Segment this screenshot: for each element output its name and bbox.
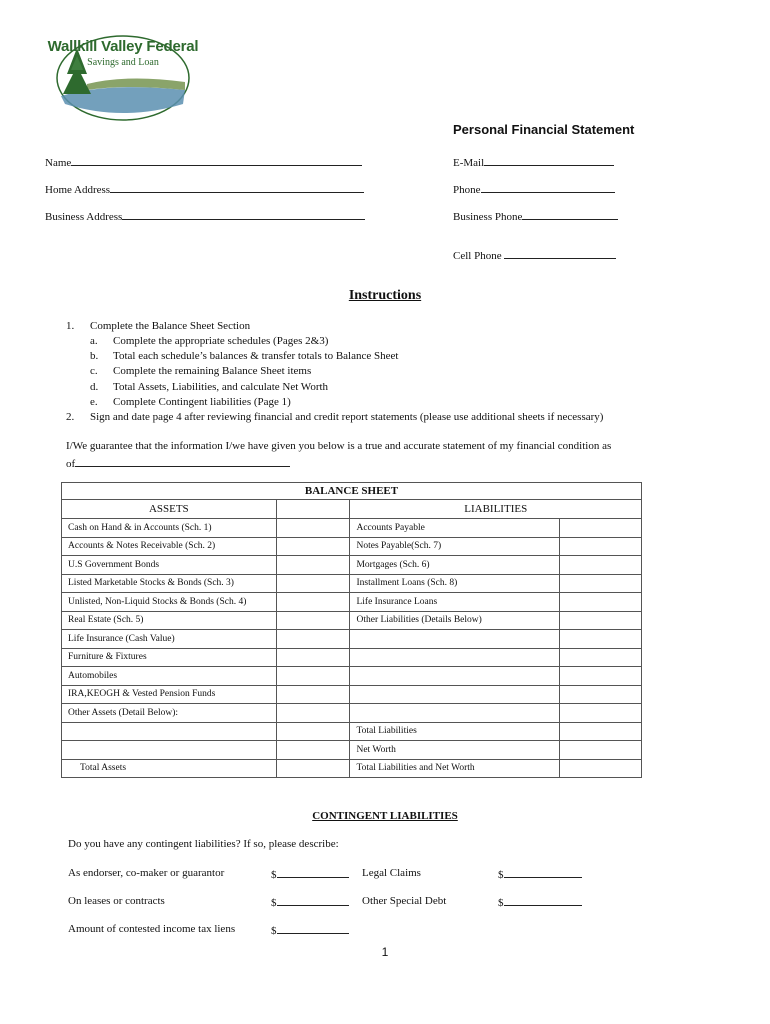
balance-sheet-row <box>62 556 642 575</box>
instruction-item <box>90 350 398 362</box>
liability-amount-cell[interactable] <box>560 648 642 667</box>
instruction-item <box>66 320 250 332</box>
instruction-text: Complete the Balance Sheet Section <box>90 320 251 332</box>
instruction-item <box>90 335 328 347</box>
cell-phone-label: Cell Phone <box>453 250 502 262</box>
legal-claims-amount-input-line[interactable] <box>504 867 582 878</box>
liability-label: Accounts Payable <box>350 519 560 538</box>
instruction-item <box>90 396 291 408</box>
instruction-number: 1. <box>66 320 75 332</box>
home-address-input-line[interactable] <box>110 182 364 193</box>
legal-claims-label: Legal Claims <box>362 867 421 879</box>
currency-symbol: $ <box>271 925 277 937</box>
cell-phone-field[interactable] <box>453 248 616 262</box>
asset-label: Real Estate (Sch. 5) <box>62 611 277 630</box>
balance-sheet-row <box>62 519 642 538</box>
currency-symbol: $ <box>271 897 277 909</box>
tax-liens-amount-input-line[interactable] <box>277 923 349 934</box>
asset-label <box>62 741 277 760</box>
instruction-letter: b. <box>90 350 99 362</box>
business-address-input-line[interactable] <box>122 209 365 220</box>
business-phone-label: Business Phone <box>453 211 523 223</box>
asset-amount-cell[interactable] <box>276 741 350 760</box>
liability-amount-cell[interactable] <box>560 593 642 612</box>
asset-label: Total Assets <box>62 759 277 778</box>
asset-label: IRA,KEOGH & Vested Pension Funds <box>62 685 277 704</box>
asset-amount-cell[interactable] <box>276 759 350 778</box>
balance-sheet-row <box>62 741 642 760</box>
asset-amount-cell[interactable] <box>276 593 350 612</box>
currency-symbol: $ <box>498 897 504 909</box>
liability-label: Total Liabilities <box>350 722 560 741</box>
special-debt-label: Other Special Debt <box>362 895 447 907</box>
liability-amount-cell[interactable] <box>560 537 642 556</box>
logo-subtitle: Savings and Loan <box>87 57 159 68</box>
liability-amount-cell[interactable] <box>560 630 642 649</box>
asset-amount-cell[interactable] <box>276 685 350 704</box>
leases-label: On leases or contracts <box>68 895 165 907</box>
instruction-text: Total each schedule’s balances & transfer totals to Balance Sheet <box>113 350 399 362</box>
instruction-letter: d. <box>90 381 99 393</box>
instruction-text: Total Assets, Liabilities, and calculate Net Worth <box>113 381 329 393</box>
liability-amount-cell[interactable] <box>560 574 642 593</box>
asset-label: Other Assets (Detail Below): <box>62 704 277 723</box>
balance-sheet-row <box>62 648 642 667</box>
liability-label <box>350 648 560 667</box>
page-number: 1 <box>381 945 389 959</box>
liability-amount-cell[interactable] <box>560 611 642 630</box>
instruction-item <box>66 411 603 423</box>
liability-amount-cell[interactable] <box>560 741 642 760</box>
logo-name: Wallkill Valley Federal <box>47 38 199 55</box>
asset-label: U.S Government Bonds <box>62 556 277 575</box>
phone-field[interactable] <box>453 182 615 196</box>
email-field[interactable] <box>453 155 614 169</box>
liability-label: Mortgages (Sch. 6) <box>350 556 560 575</box>
name-field[interactable] <box>45 155 362 169</box>
email-label: E-Mail <box>453 157 485 169</box>
asset-amount-cell[interactable] <box>276 704 350 723</box>
name-label: Name <box>45 157 72 169</box>
instructions-title: Instructions <box>348 288 422 303</box>
liability-amount-cell[interactable] <box>560 685 642 704</box>
home-address-field[interactable] <box>45 182 364 196</box>
assets-amount-header-cell <box>276 500 350 519</box>
asset-label: Unlisted, Non-Liquid Stocks & Bonds (Sch. 4) <box>62 593 277 612</box>
asset-amount-cell[interactable] <box>276 537 350 556</box>
endorser-label: As endorser, co-maker or guarantor <box>68 867 225 879</box>
balance-sheet-row <box>62 537 642 556</box>
email-input-line[interactable] <box>484 155 614 166</box>
asset-label: Accounts & Notes Receivable (Sch. 2) <box>62 537 277 556</box>
instruction-text: Sign and date page 4 after reviewing financial and credit report statements (please use additional sheets if necessary) <box>90 411 604 423</box>
instruction-text: Complete the appropriate schedules (Pages 2&3) <box>113 335 329 347</box>
currency-symbol: $ <box>498 869 504 881</box>
instruction-letter: c. <box>90 365 98 377</box>
leases-amount-input-line[interactable] <box>277 895 349 906</box>
liability-label <box>350 685 560 704</box>
contingent-question: Do you have any contingent liabilities? If so, please describe: <box>68 838 339 850</box>
instruction-number: 2. <box>66 411 75 423</box>
asset-amount-cell[interactable] <box>276 574 350 593</box>
document-title: Personal Financial Statement <box>453 122 635 137</box>
liability-label: Life Insurance Loans <box>350 593 560 612</box>
liability-label: Total Liabilities and Net Worth <box>350 759 560 778</box>
asset-amount-cell[interactable] <box>276 611 350 630</box>
asset-label: Automobiles <box>62 667 277 686</box>
liability-amount-cell[interactable] <box>560 759 642 778</box>
leases-amount-field[interactable] <box>271 895 349 909</box>
asset-label <box>62 722 277 741</box>
asset-label: Life Insurance (Cash Value) <box>62 630 277 649</box>
instruction-text: Complete Contingent liabilities (Page 1) <box>113 396 291 408</box>
liabilities-header: LIABILITIES <box>350 500 642 519</box>
liability-label <box>350 667 560 686</box>
tax-liens-label: Amount of contested income tax liens <box>68 923 236 935</box>
balance-sheet-row <box>62 685 642 704</box>
instruction-item <box>90 381 328 393</box>
instruction-text: Complete the remaining Balance Sheet items <box>113 365 312 377</box>
guarantee-date-field[interactable] <box>66 456 290 470</box>
special-debt-amount-field[interactable] <box>498 895 582 909</box>
balance-sheet-row <box>62 704 642 723</box>
endorser-amount-input-line[interactable] <box>277 867 349 878</box>
liability-label: Other Liabilities (Details Below) <box>350 611 560 630</box>
tax-liens-amount-field[interactable] <box>271 923 349 937</box>
guarantee-of-label: of <box>66 458 76 470</box>
balance-sheet-row <box>62 611 642 630</box>
liability-label <box>350 704 560 723</box>
cell-phone-input-line[interactable] <box>504 248 616 259</box>
legal-claims-amount-field[interactable] <box>498 867 582 881</box>
home-address-label: Home Address <box>45 184 111 196</box>
business-phone-field[interactable] <box>453 209 618 223</box>
phone-input-line[interactable] <box>481 182 615 193</box>
balance-sheet-row <box>62 667 642 686</box>
contingent-liabilities-title: CONTINGENT LIABILITIES <box>312 810 458 822</box>
instruction-item <box>90 365 311 377</box>
business-address-label: Business Address <box>45 211 123 223</box>
asset-amount-cell[interactable] <box>276 630 350 649</box>
balance-sheet-row <box>62 593 642 612</box>
asset-label: Furniture & Fixtures <box>62 648 277 667</box>
business-address-field[interactable] <box>45 209 365 223</box>
endorser-amount-field[interactable] <box>271 867 349 881</box>
liability-amount-cell[interactable] <box>560 667 642 686</box>
asset-amount-cell[interactable] <box>276 519 350 538</box>
liability-label: Installment Loans (Sch. 8) <box>350 574 560 593</box>
balance-sheet-row <box>62 759 642 778</box>
balance-sheet-title: BALANCE SHEET <box>62 483 642 500</box>
guarantee-date-input-line[interactable] <box>75 456 290 467</box>
asset-amount-cell[interactable] <box>276 648 350 667</box>
balance-sheet-table <box>61 482 642 778</box>
balance-sheet-row <box>62 722 642 741</box>
currency-symbol: $ <box>271 869 277 881</box>
business-phone-input-line[interactable] <box>522 209 618 220</box>
special-debt-amount-input-line[interactable] <box>504 895 582 906</box>
liability-amount-cell[interactable] <box>560 519 642 538</box>
balance-sheet-row <box>62 630 642 649</box>
balance-sheet-row <box>62 574 642 593</box>
assets-header: ASSETS <box>62 500 277 519</box>
liability-amount-cell[interactable] <box>560 704 642 723</box>
name-input-line[interactable] <box>71 155 362 166</box>
asset-amount-cell[interactable] <box>276 722 350 741</box>
liability-label: Net Worth <box>350 741 560 760</box>
asset-amount-cell[interactable] <box>276 556 350 575</box>
guarantee-statement: I/We guarantee that the information I/we have given you below is a true and accurate statement of my financial condition as <box>66 440 612 452</box>
instruction-letter: a. <box>90 335 98 347</box>
asset-label: Listed Marketable Stocks & Bonds (Sch. 3) <box>62 574 277 593</box>
bank-logo <box>47 26 199 122</box>
liability-label: Notes Payable(Sch. 7) <box>350 537 560 556</box>
asset-label: Cash on Hand & in Accounts (Sch. 1) <box>62 519 277 538</box>
liability-label <box>350 630 560 649</box>
liability-amount-cell[interactable] <box>560 722 642 741</box>
liability-amount-cell[interactable] <box>560 556 642 575</box>
asset-amount-cell[interactable] <box>276 667 350 686</box>
instruction-letter: e. <box>90 396 98 408</box>
phone-label: Phone <box>453 184 481 196</box>
